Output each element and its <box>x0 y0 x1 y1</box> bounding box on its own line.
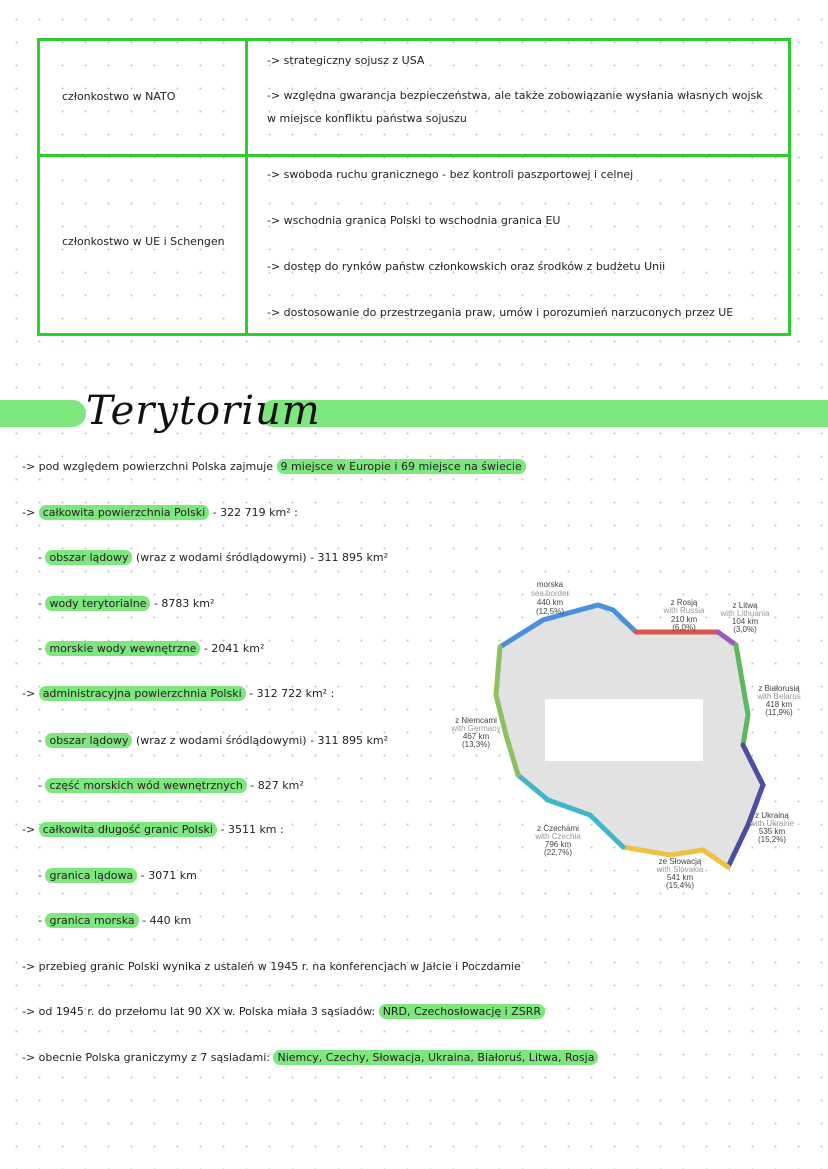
text-line: -> pod względem powierzchni Polska zajmuje 9 miejsce w Europie i 69 miejsce na świecie <box>22 460 526 473</box>
svg-text:(15,2%): (15,2%) <box>757 835 787 844</box>
row-item: -> dostęp do rynków państw członkowskich oraz środków z budżetu Unii <box>267 260 666 273</box>
highlight: wody terytorialne <box>45 596 150 611</box>
text-line: -> całkowita powierzchnia Polski - 322 719 km² : <box>22 506 298 519</box>
svg-text:z Białorusią: z Białorusią <box>758 684 800 693</box>
row-items <box>267 49 770 130</box>
svg-text:ze Słowacją: ze Słowacją <box>658 857 702 866</box>
membership-table <box>37 38 791 336</box>
svg-text:with Belarus: with Belarus <box>757 692 801 701</box>
svg-text:(12,5%): (12,5%) <box>535 607 565 616</box>
text-line: - obszar lądowy (wraz z wodami śródlądowymi) - 311 895 km² <box>38 734 389 747</box>
svg-text:467 km: 467 km <box>462 732 490 741</box>
svg-text:(22,7%): (22,7%) <box>543 848 573 857</box>
table-row <box>40 157 788 333</box>
highlight: całkowita powierzchnia Polski <box>39 505 210 520</box>
svg-text:104 km: 104 km <box>731 617 759 626</box>
section-banner <box>0 388 828 434</box>
highlight: granica morska <box>45 913 138 928</box>
svg-text:z Czechami: z Czechami <box>537 824 579 833</box>
text-line: -> przebieg granic Polski wynika z ustaleń w 1945 r. na konferencjach w Jałcie i Poczdamie <box>22 960 521 973</box>
svg-text:(11,9%): (11,9%) <box>765 708 793 717</box>
svg-text:418 km: 418 km <box>765 700 793 709</box>
svg-text:440 km: 440 km <box>536 598 564 607</box>
svg-text:with Germany: with Germany <box>451 724 501 733</box>
highlight: całkowita długość granic Polski <box>39 822 217 837</box>
highlight: obszar lądowy <box>45 550 132 565</box>
svg-text:(6,0%): (6,0%) <box>672 623 696 632</box>
map-label-box <box>545 699 703 761</box>
highlight: granica lądowa <box>45 868 137 883</box>
highlight: morskie wody wewnętrzne <box>45 641 200 656</box>
svg-text:with Slovakia: with Slovakia <box>656 865 704 874</box>
row-label: członkostwo w NATO <box>62 90 176 103</box>
table-row <box>40 41 788 157</box>
text-line: - obszar lądowy (wraz z wodami śródlądowymi) - 311 895 km² <box>38 551 389 564</box>
svg-text:morska: morska <box>536 580 564 589</box>
banner-bar-left <box>0 400 86 427</box>
text-line: - wody terytorialne - 8783 km² <box>38 597 215 610</box>
row-item: -> względna gwarancja bezpieczeństwa, ale także zobowiązanie wysłania własnych wojsk w miejsce konfliktu państwa sojuszu <box>267 89 763 125</box>
banner-bar-right <box>260 400 828 427</box>
highlight: administracyjna powierzchnia Polski <box>39 686 246 701</box>
svg-text:z Litwą: z Litwą <box>732 601 758 610</box>
svg-text:796 km: 796 km <box>544 840 572 849</box>
label-russia <box>663 598 705 632</box>
label-czechia <box>534 824 581 857</box>
svg-text:(15,4%): (15,4%) <box>665 881 695 890</box>
svg-text:535 km: 535 km <box>758 827 786 836</box>
row-label: członkostwo w UE i Schengen <box>62 235 225 248</box>
section-title: Terytorium <box>86 388 321 434</box>
row-item: -> dostosowanie do przestrzegania praw, umów i porozumień narzuconych przez UE <box>267 306 734 319</box>
svg-text:(3,0%): (3,0%) <box>733 625 757 634</box>
highlight: 9 miejsce w Europie i 69 miejsce na świecie <box>277 459 526 474</box>
text-line: - granica lądowa - 3071 km <box>38 869 197 882</box>
text-line: - część morskich wód wewnętrznych - 827 km² <box>38 779 304 792</box>
label-lithuania <box>720 601 770 634</box>
svg-text:210 km: 210 km <box>670 615 698 624</box>
label-germany <box>450 716 500 749</box>
svg-text:z Rosją: z Rosją <box>670 598 698 607</box>
text-line: - morskie wody wewnętrzne - 2041 km² <box>38 642 265 655</box>
svg-text:sea border: sea border <box>530 589 570 598</box>
label-slovakia <box>656 857 704 890</box>
highlight: NRD, Czechosłowację i ZSRR <box>379 1004 545 1019</box>
label-belarus <box>756 684 801 717</box>
text-line: -> administracyjna powierzchnia Polski - 312 722 km² : <box>22 687 335 700</box>
text-line: -> obecnie Polska graniczymy z 7 sąsiadami: Niemcy, Czechy, Słowacja, Ukraina, Białoruś, Litwa, Rosja <box>22 1051 598 1064</box>
svg-text:with Russia: with Russia <box>663 606 705 615</box>
text-line: - granica morska - 440 km <box>38 914 192 927</box>
svg-text:with Czechia: with Czechia <box>535 832 581 841</box>
row-item: -> wschodnia granica Polski to wschodnia granica EU <box>267 214 561 227</box>
text-line: -> od 1945 r. do przełomu lat 90 XX w. Polska miała 3 sąsiadów: NRD, Czechosłowację i ZSRR <box>22 1005 545 1018</box>
row-items <box>267 163 770 324</box>
svg-text:with Ukraine: with Ukraine <box>749 819 795 828</box>
svg-text:541 km: 541 km <box>666 873 694 882</box>
row-item: -> strategiczny sojusz z USA <box>267 54 425 67</box>
highlight: obszar lądowy <box>45 733 132 748</box>
highlight: część morskich wód wewnętrznych <box>45 778 246 793</box>
svg-text:with Lithuania: with Lithuania <box>720 609 770 618</box>
highlight: Niemcy, Czechy, Słowacja, Ukraina, Białoruś, Litwa, Rosja <box>273 1050 598 1065</box>
svg-text:z Ukrainą: z Ukrainą <box>755 811 789 820</box>
svg-text:z Niemcami: z Niemcami <box>455 716 497 725</box>
text-line: -> całkowita długość granic Polski - 3511 km : <box>22 823 284 836</box>
svg-text:(13,3%): (13,3%) <box>461 740 491 749</box>
row-item: -> swoboda ruchu granicznego - bez kontroli paszportowej i celnej <box>267 168 634 181</box>
label-sea <box>531 580 570 616</box>
label-ukraine <box>749 811 795 844</box>
poland-borders-map <box>448 575 808 895</box>
